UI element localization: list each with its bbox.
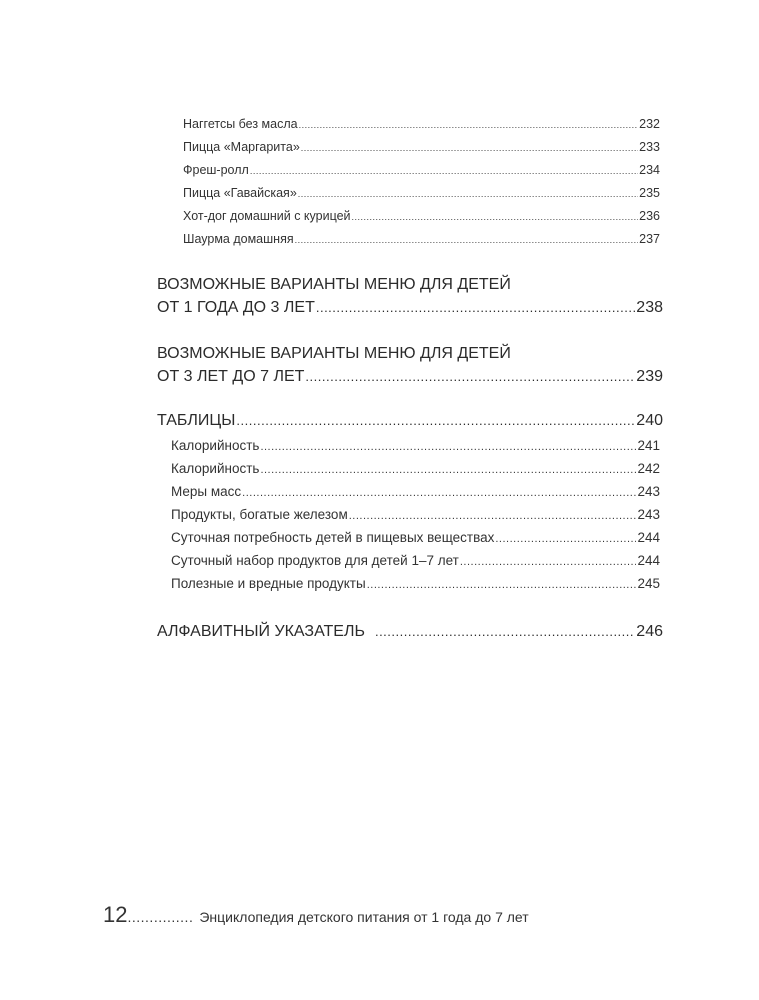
toc-entry-page: 243 [637,484,660,499]
toc-section-menu-1-3[interactable] [157,297,663,319]
toc-entry-title: Полезные и вредные продукты [171,576,366,591]
dot-leader [242,483,636,502]
dot-leader [295,231,639,248]
toc-entry-page: 241 [637,438,660,453]
toc-section-page: 240 [636,412,663,429]
dot-leader [236,410,635,432]
toc-entry-table[interactable] [171,528,660,548]
book-title: Энциклопедия детского питания от 1 года до 7 лет [199,909,529,925]
toc-entry-page: 245 [637,576,660,591]
toc-section-title: ОТ 3 ЛЕТ ДО 7 ЛЕТ [157,368,305,385]
toc-entry-title: Продукты, богатые железом [171,507,348,522]
dot-leader [316,297,635,319]
dot-leader [352,208,639,225]
dot-leader [298,185,638,202]
toc-entry-page: 244 [637,553,660,568]
toc-entry-table[interactable] [171,551,660,571]
toc-entry-title: Калорийность [171,461,260,476]
toc-section-page: 239 [636,368,663,385]
toc-entry-page: 243 [637,507,660,522]
toc-section-tables[interactable] [157,410,663,432]
toc-entry-recipe[interactable] [183,138,660,156]
section-heading-menu-1-3: ВОЗМОЖНЫЕ ВАРИАНТЫ МЕНЮ ДЛЯ ДЕТЕЙ [157,276,511,293]
toc-entry-table[interactable] [171,505,660,525]
page-number: 12 [103,902,128,927]
toc-section-page: 238 [636,299,663,316]
toc-entry-title: Пицца «Маргарита» [183,140,300,154]
dot-leader [260,460,636,479]
toc-entry-page: 232 [639,117,660,131]
section-heading-menu-3-7: ВОЗМОЖНЫЕ ВАРИАНТЫ МЕНЮ ДЛЯ ДЕТЕЙ [157,345,511,362]
toc-entry-page: 244 [637,530,660,545]
toc-entry-title: Суточный набор продуктов для детей 1–7 лет [171,553,459,568]
dot-leader [250,162,638,179]
toc-entry-title: Хот-дог домашний с курицей [183,209,351,223]
dot-leader [301,139,638,156]
toc-entry-page: 234 [639,163,660,177]
toc-entry-title: Суточная потребность детей в пищевых веществах [171,530,495,545]
toc-entry-recipe[interactable] [183,230,660,248]
toc-section-title: ТАБЛИЦЫ [157,412,236,429]
toc-entry-page: 235 [639,186,660,200]
dot-leader [260,437,636,456]
dot-leader [299,116,639,133]
toc-entry-table[interactable] [171,436,660,456]
dot-leader [460,552,637,571]
toc-entry-title: Калорийность [171,438,260,453]
toc-entry-recipe[interactable] [183,115,660,133]
toc-entry-title: Меры масс [171,484,242,499]
dot-leader [495,529,636,548]
toc-entry-recipe[interactable] [183,184,660,202]
toc-section-menu-3-7[interactable] [157,366,663,388]
toc-entry-page: 237 [639,232,660,246]
dot-leader [349,506,637,525]
toc-entry-recipe[interactable] [183,161,660,179]
toc-entry-table[interactable] [171,482,660,502]
toc-entry-page: 236 [639,209,660,223]
toc-section-index[interactable] [157,621,663,643]
dot-leader [367,575,637,594]
dot-leader [305,366,635,388]
footer-dots: ............... [127,909,194,925]
toc-entry-title: Шаурма домашняя [183,232,294,246]
toc-entry-title: Пицца «Гавайская» [183,186,297,200]
toc-entry-title: Фреш-ролл [183,163,249,177]
toc-entry-title: Наггетсы без масла [183,117,298,131]
toc-section-page: 246 [636,623,663,640]
toc-entry-recipe[interactable] [183,207,660,225]
toc-entry-page: 233 [639,140,660,154]
toc-entry-table[interactable] [171,459,660,479]
toc-section-title: ОТ 1 ГОДА ДО 3 ЛЕТ [157,299,315,316]
toc-entry-page: 242 [637,461,660,476]
toc-section-title: АЛФАВИТНЫЙ УКАЗАТЕЛЬ [157,623,365,640]
toc-entry-table[interactable] [171,574,660,594]
dot-leader [375,621,635,643]
page-footer [103,902,529,932]
